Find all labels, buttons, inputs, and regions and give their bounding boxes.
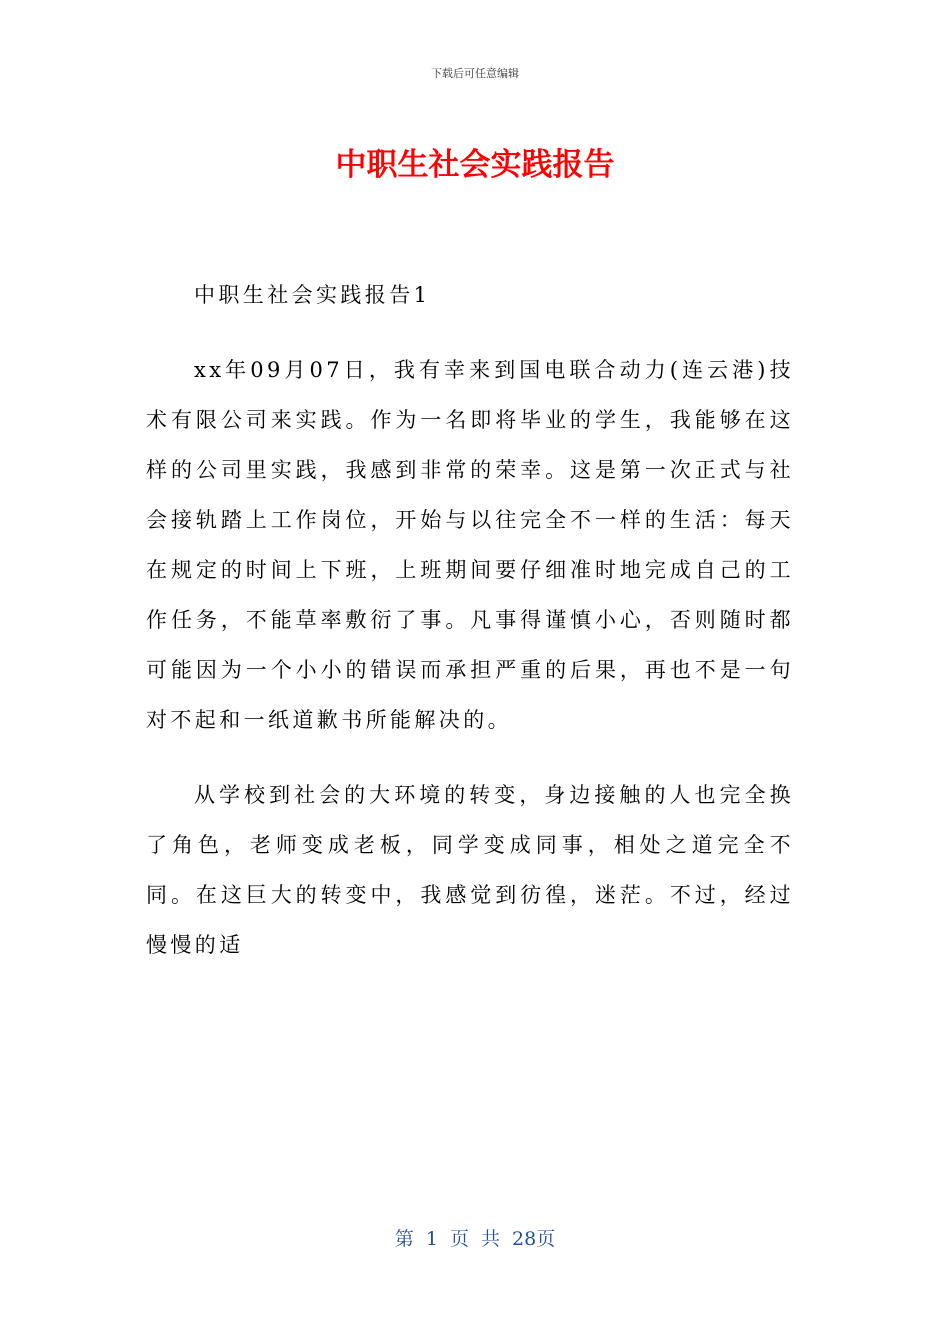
page-number-footer: 第 1 页 共 28页 xyxy=(394,1228,556,1250)
document-title: 中职生社会实践报告 xyxy=(335,147,615,183)
document-body xyxy=(146,270,794,995)
section-heading: 中职生社会实践报告1 xyxy=(194,283,431,307)
header-note: 下载后可任意编辑 xyxy=(431,67,519,80)
body-paragraph: 从学校到社会的大环境的转变，身边接触的人也完全换了角色，老师变成老板，同学变成同事，相处之道完全不同。在这巨大的转变中，我感觉到彷徨，迷茫。不过，经过慢慢的适 xyxy=(146,783,794,957)
body-paragraph: xx年09月07日，我有幸来到国电联合动力(连云港)技术有限公司来实践。作为一名即将毕业的学生，我能够在这样的公司里实践，我感到非常的荣幸。这是第一次正式与社会接轨踏上工作岗位，开始与以往完全不一样的生活：每天在规定的时间上下班，上班期间要仔细准时地完成自己的工作任务，不能草率敷衍了事。凡事得谨慎小心，否则随时都可能因为一个小小的错误而承担严重的后果，再也不是一句对不起和一纸道歉书所能解决的。 xyxy=(146,358,794,732)
